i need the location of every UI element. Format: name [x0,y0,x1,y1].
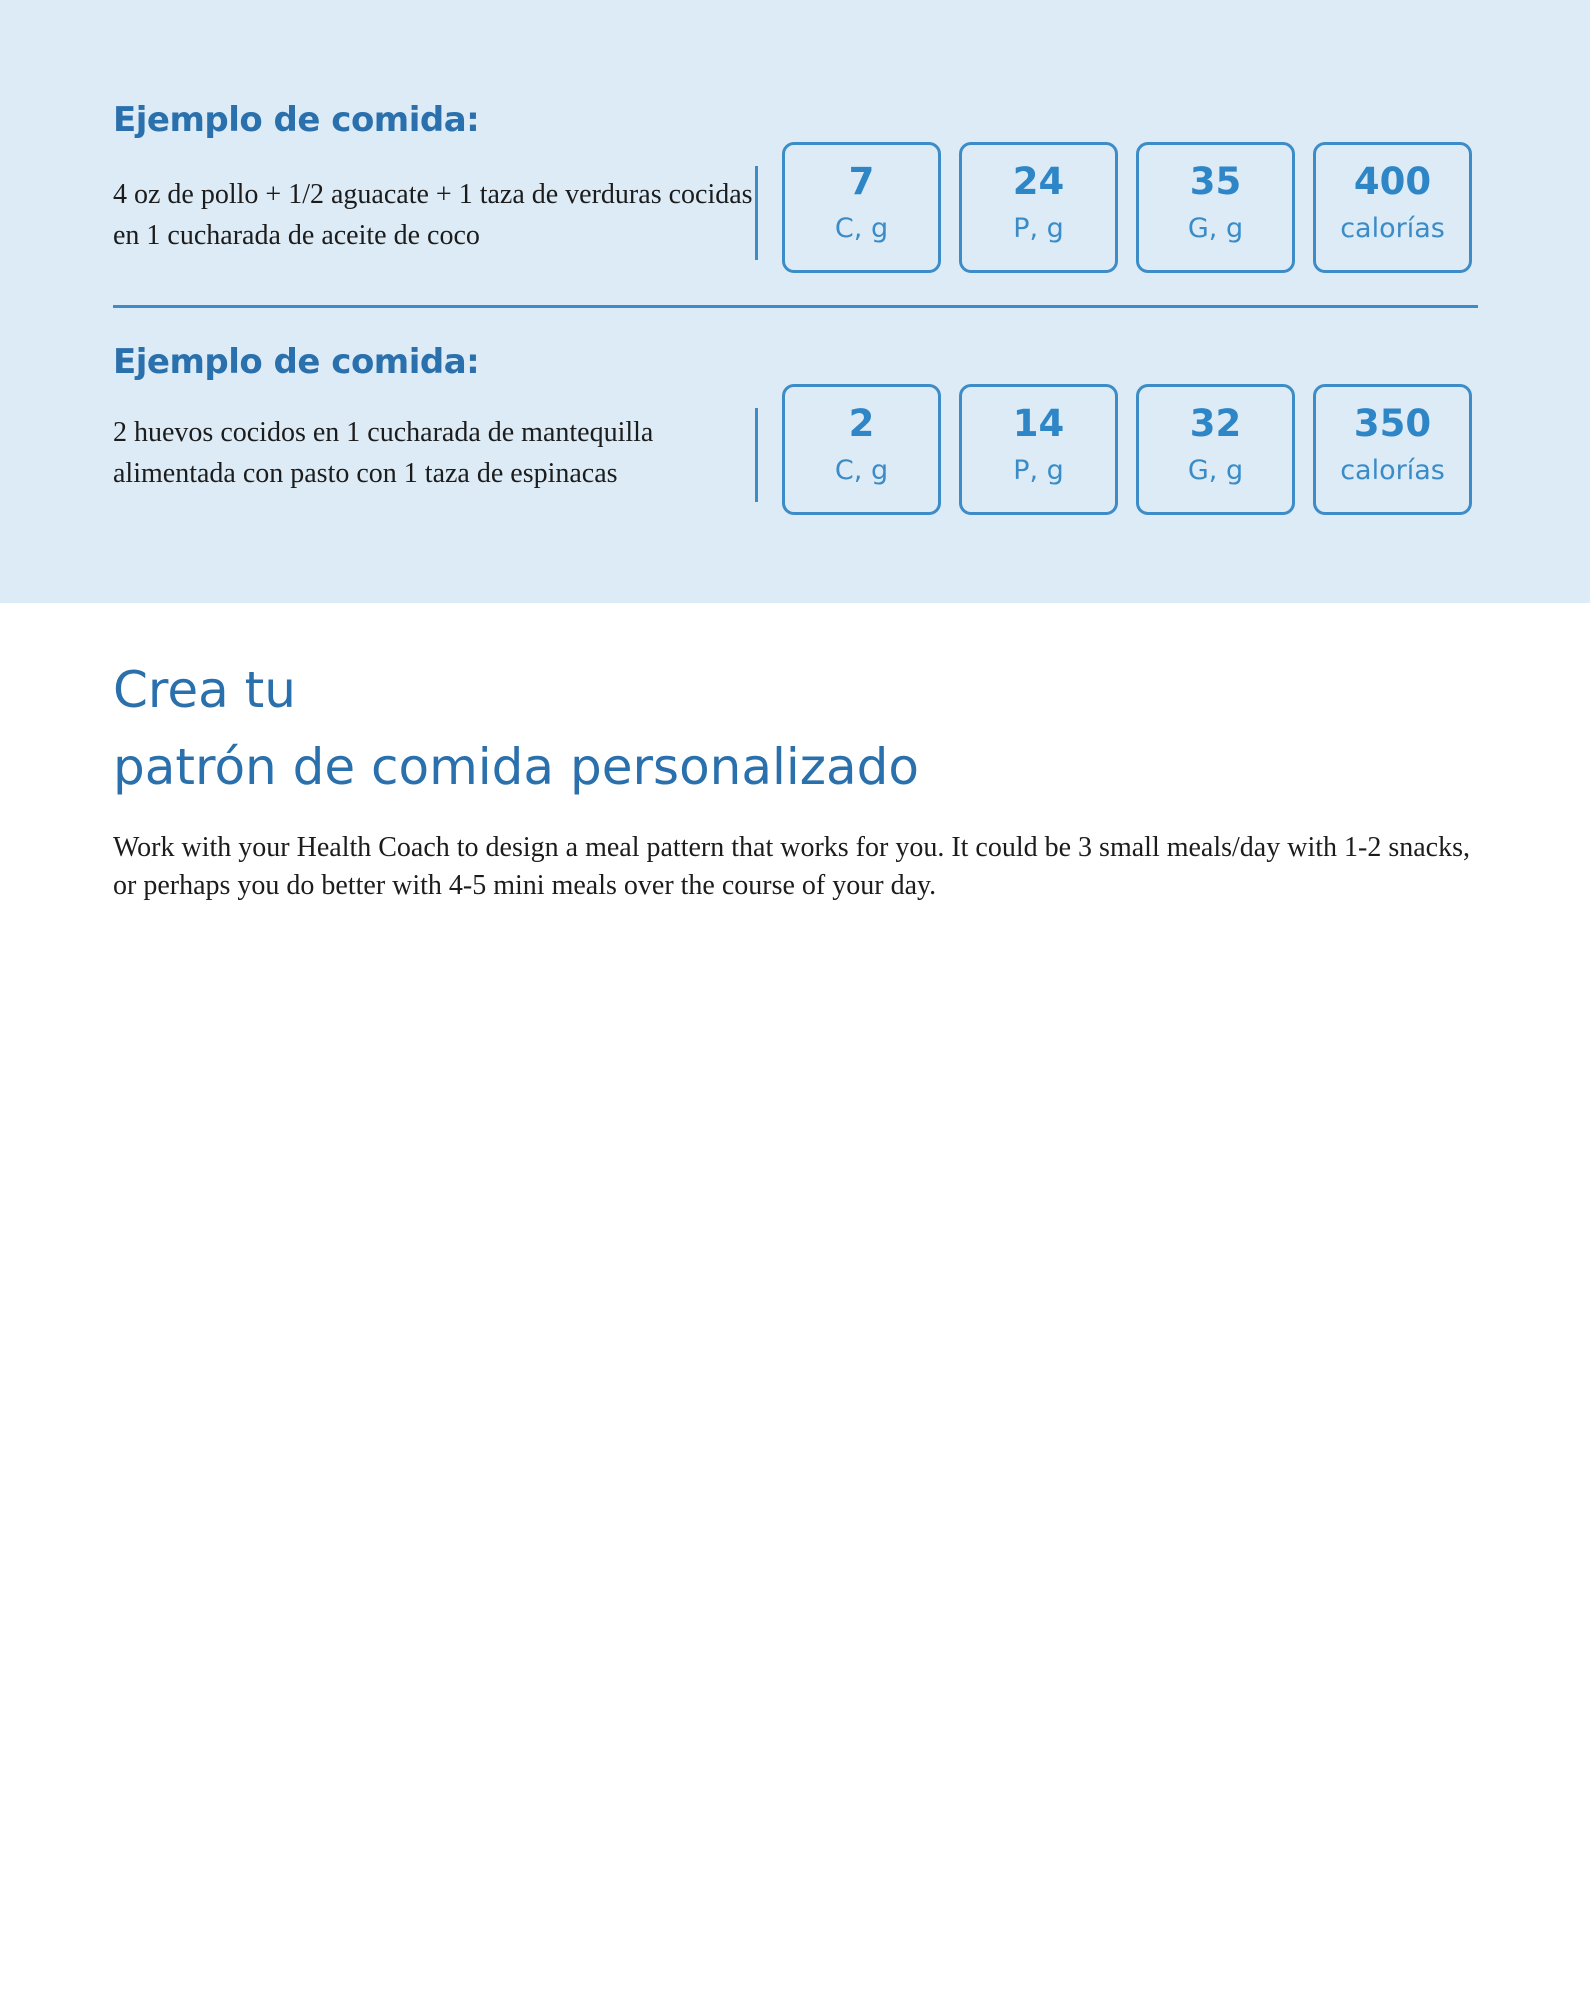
macro-unit: calorías [1340,213,1445,244]
macro-unit: P, g [1013,213,1064,244]
meal-examples-band [0,0,1590,603]
macro-value: 2 [848,402,875,445]
meal-example-description: 2 huevos cocidos en 1 cucharada de mantequilla alimentada con pasto con 1 taza de espinacas [113,417,654,489]
macro-box-carbs [782,384,941,515]
macro-value: 24 [1012,160,1065,203]
section-body-text: Work with your Health Coach to design a meal pattern that works for you. It could be 3 small meals/day with 1-2 snacks, or perhaps you do better with 4-5 mini meals over the course of your day. [113,832,1470,901]
macro-unit: G, g [1187,213,1244,244]
macro-box-fat [1136,384,1295,515]
macro-unit: C, g [834,455,889,486]
macro-value: 350 [1353,402,1432,445]
horizontal-divider [113,305,1478,308]
vertical-divider [755,166,758,260]
macro-unit: C, g [834,213,889,244]
macro-value: 400 [1353,160,1432,203]
macro-unit: calorías [1340,455,1445,486]
section-title-line-2: patrón de comida personalizado [113,738,919,796]
macro-box-carbs [782,142,941,273]
macro-unit: G, g [1187,455,1244,486]
macro-box-fat [1136,142,1295,273]
macro-box-protein [959,384,1118,515]
macro-box-protein [959,142,1118,273]
macro-box-calories [1313,384,1472,515]
macro-unit: P, g [1013,455,1064,486]
section-title-line-1: Crea tu [113,661,296,719]
macro-value: 14 [1012,402,1065,445]
macro-value: 7 [848,160,875,203]
section-title [113,652,919,806]
meal-example-heading: Ejemplo de comida: [113,100,480,140]
macro-box-calories [1313,142,1472,273]
meal-example-description: 4 oz de pollo + 1/2 aguacate + 1 taza de verduras cocidas en 1 cucharada de aceite de coco [113,179,753,251]
vertical-divider [755,408,758,502]
macro-value: 32 [1189,402,1242,445]
macro-value: 35 [1189,160,1242,203]
meal-example-heading: Ejemplo de comida: [113,342,480,382]
